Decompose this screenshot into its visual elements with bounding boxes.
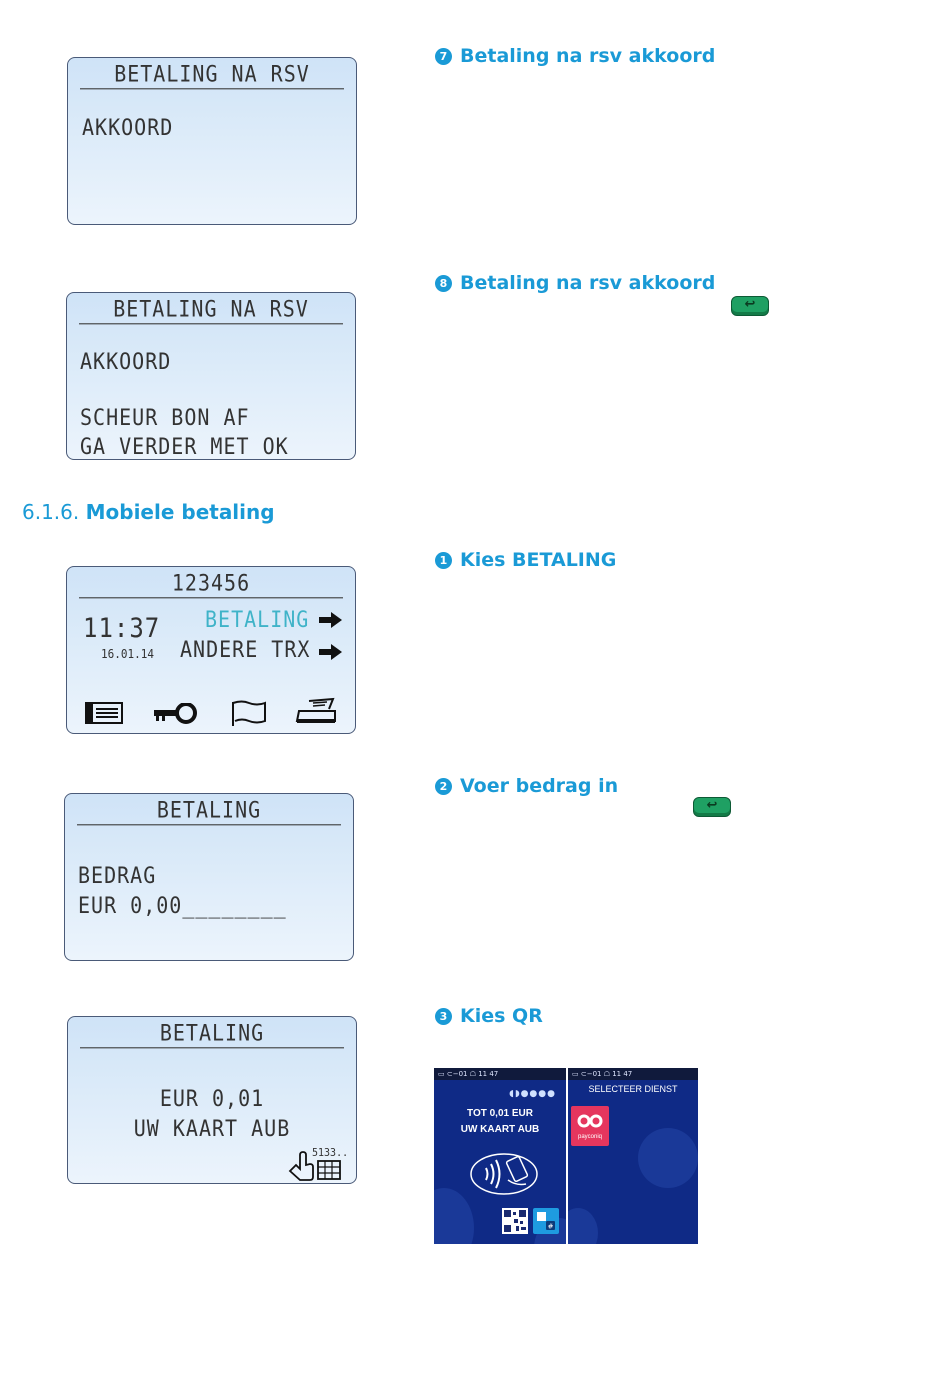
qr-code-icon[interactable]	[502, 1208, 528, 1234]
hand-card-label: 5133..	[312, 1147, 349, 1160]
contactless-icon	[468, 1150, 542, 1198]
lcd-screen-home	[66, 566, 356, 734]
terminal-title: SELECTEER DIENST	[588, 1084, 678, 1094]
arrow-right-icon	[317, 643, 343, 661]
terminal-prompt: UW KAART AUB	[460, 1124, 540, 1135]
printer-icon	[295, 697, 339, 725]
receipt-icon	[85, 701, 123, 725]
step-number: 8	[435, 275, 452, 292]
step-8	[435, 272, 715, 294]
key-icon	[153, 703, 199, 725]
lcd-screen-kaart	[67, 1016, 357, 1184]
payconiq-icon	[576, 1114, 604, 1128]
lcd-screen-betaling-na-rsv	[67, 57, 357, 225]
terminal-amount: TOT 0,01 EUR	[467, 1108, 533, 1119]
terminal-screen-service	[568, 1068, 698, 1244]
section-number: 6.1.6.	[22, 500, 80, 524]
lcd-time: 11:37	[83, 613, 161, 644]
step-label: Kies QR	[460, 1005, 543, 1027]
section-heading	[22, 500, 275, 524]
lcd-screen-bedrag	[64, 793, 354, 961]
step-number: 2	[435, 778, 452, 795]
enter-key-icon: ↩	[731, 296, 769, 316]
lcd-line-amount: EUR 0,00________	[78, 892, 287, 919]
lcd-line-akkoord: AKKOORD	[80, 348, 172, 375]
payconiq-icon[interactable]	[533, 1208, 559, 1234]
lcd-menu-andere-trx: ANDERE TRX	[180, 636, 311, 663]
payconiq-label: payconiq	[577, 1134, 603, 1140]
step-7	[435, 45, 715, 67]
lcd-screen-betaling-na-rsv-bon	[66, 292, 356, 460]
step-number: 7	[435, 48, 452, 65]
payconiq-tile[interactable]	[571, 1106, 609, 1146]
lcd-title: BETALING NA RSV	[80, 60, 344, 90]
enter-key-icon: ↩	[693, 797, 731, 817]
flag-icon	[230, 699, 268, 727]
step-label: Betaling na rsv akkoord	[460, 272, 716, 294]
status-bar: ▭ ⊂−01 ☖ 11 47	[434, 1068, 566, 1080]
step-label: Voer bedrag in	[460, 775, 619, 797]
lcd-title: 123456	[79, 569, 343, 599]
progress-dots: ◖◗●●●●	[509, 1089, 556, 1099]
step-label: Betaling na rsv akkoord	[460, 45, 716, 67]
step-1	[435, 549, 616, 571]
lcd-line-ga-verder: GA VERDER MET OK	[80, 433, 289, 460]
step-number: 1	[435, 552, 452, 569]
lcd-title: BETALING	[80, 1019, 344, 1049]
step-label: Kies BETALING	[460, 549, 617, 571]
background-shape	[568, 1208, 598, 1244]
section-title: Mobiele betaling	[85, 500, 275, 524]
lcd-date: 16.01.14	[101, 647, 154, 662]
lcd-title: BETALING NA RSV	[79, 295, 343, 325]
lcd-menu-betaling: BETALING	[205, 606, 310, 633]
hand-card-icon	[286, 1151, 344, 1181]
step-number: 3	[435, 1008, 452, 1025]
background-shape	[638, 1128, 698, 1188]
step-3	[435, 1005, 543, 1027]
lcd-title: BETALING	[77, 796, 341, 826]
arrow-right-icon	[317, 611, 343, 629]
svg-text:#: #	[547, 1222, 554, 1231]
lcd-line-akkoord: AKKOORD	[82, 114, 174, 141]
lcd-line-scheur-bon: SCHEUR BON AF	[80, 404, 250, 431]
lcd-line-bedrag: BEDRAG	[78, 862, 157, 889]
lcd-line-amount: EUR 0,01	[159, 1085, 265, 1112]
status-bar: ▭ ⊂−01 ☖ 11 47	[568, 1068, 698, 1080]
lcd-line-kaart: UW KAART AUB	[133, 1115, 291, 1142]
terminal-screen-payment	[434, 1068, 566, 1244]
step-2	[435, 775, 618, 797]
